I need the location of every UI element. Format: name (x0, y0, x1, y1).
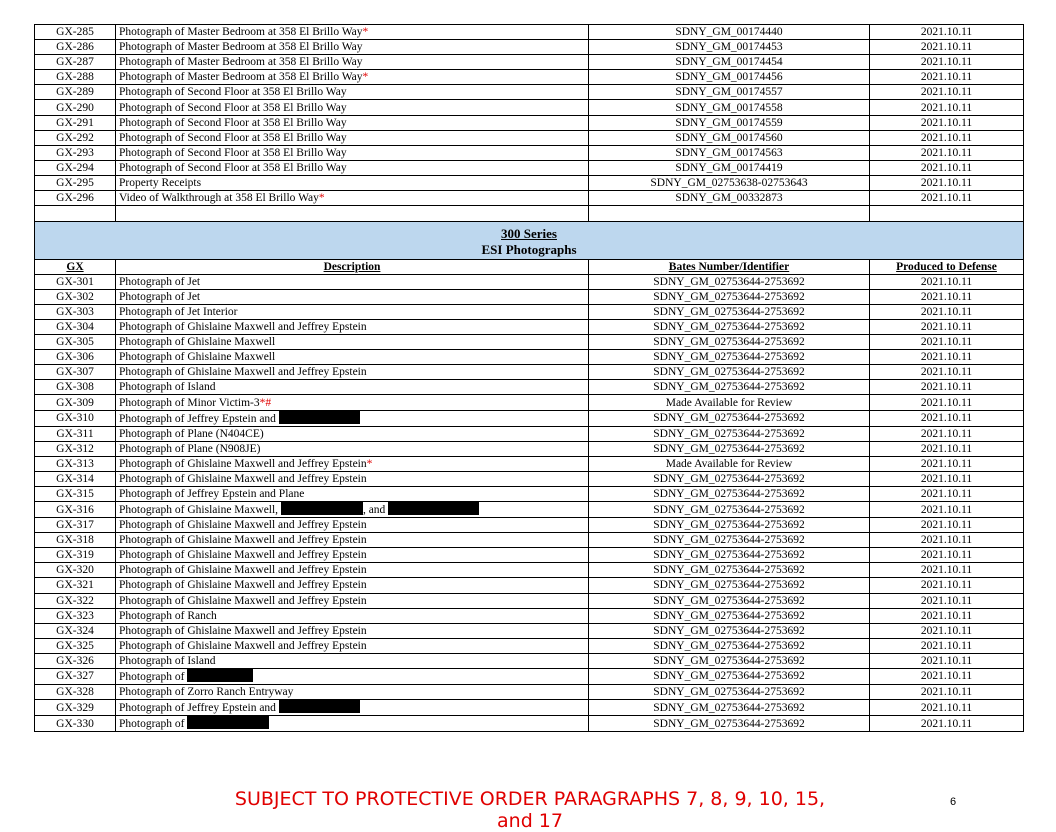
protective-order-notice: SUBJECT TO PROTECTIVE ORDER PARAGRAPHS 7, 8, 9, 10, 15, and 17 (234, 788, 826, 832)
table-row (35, 441, 1024, 456)
asterisk-mark: * (362, 26, 369, 39)
description-text: Photograph of Second Floor at 358 El Brillo Way (119, 161, 347, 174)
bates-number: SDNY_GM_00174419 (589, 160, 870, 175)
exhibit-number: GX-323 (35, 608, 116, 623)
redaction-bar (187, 716, 269, 729)
bates-number: SDNY_GM_00174557 (589, 85, 870, 100)
description-text: Photograph of Ghislaine Maxwell (119, 336, 276, 349)
bates-number: SDNY_GM_02753644-2753692 (589, 608, 870, 623)
table-row (35, 653, 1024, 668)
bates-number: SDNY_GM_02753644-2753692 (589, 365, 870, 380)
exhibit-description (116, 175, 589, 190)
produced-date: 2021.10.11 (870, 55, 1024, 70)
produced-date: 2021.10.11 (870, 130, 1024, 145)
description-text: Photograph of Ranch (119, 609, 217, 622)
produced-date: 2021.10.11 (870, 533, 1024, 548)
exhibit-description (116, 289, 589, 304)
bates-number: SDNY_GM_02753644-2753692 (589, 289, 870, 304)
col-header-gx: GX (35, 259, 116, 274)
produced-date: 2021.10.11 (870, 518, 1024, 533)
description-text: Photograph of Master Bedroom at 358 El Brillo Way (119, 26, 363, 39)
bates-number: SDNY_GM_00174453 (589, 40, 870, 55)
table-row (35, 456, 1024, 471)
description-text: Photograph of Plane (N908JE) (119, 442, 261, 455)
table-row (35, 608, 1024, 623)
bates-number: SDNY_GM_00174456 (589, 70, 870, 85)
exhibit-number: GX-311 (35, 426, 116, 441)
exhibit-number: GX-330 (35, 716, 116, 732)
produced-date: 2021.10.11 (870, 456, 1024, 471)
exhibit-number: GX-309 (35, 395, 116, 410)
exhibit-number: GX-310 (35, 410, 116, 426)
exhibit-description (116, 578, 589, 593)
description-text: Photograph of Island (119, 381, 216, 394)
exhibit-description (116, 55, 589, 70)
produced-date: 2021.10.11 (870, 115, 1024, 130)
exhibit-description (116, 335, 589, 350)
exhibit-description (116, 160, 589, 175)
redaction-bar (281, 502, 363, 515)
bates-number: SDNY_GM_00174440 (589, 25, 870, 40)
produced-date: 2021.10.11 (870, 578, 1024, 593)
exhibit-description (116, 100, 589, 115)
table-row (35, 700, 1024, 716)
exhibit-description (116, 638, 589, 653)
exhibit-number: GX-326 (35, 653, 116, 668)
table-row (35, 304, 1024, 319)
produced-date: 2021.10.11 (870, 638, 1024, 653)
exhibit-rows-300-series (35, 274, 1024, 731)
table-row (35, 320, 1024, 335)
bates-number: SDNY_GM_02753644-2753692 (589, 593, 870, 608)
description-text: Photograph of Ghislaine Maxwell and Jeffrey Epstein (119, 321, 367, 334)
exhibit-number: GX-314 (35, 471, 116, 486)
produced-date: 2021.10.11 (870, 653, 1024, 668)
exhibit-number: GX-293 (35, 145, 116, 160)
exhibit-number: GX-315 (35, 486, 116, 501)
table-row (35, 716, 1024, 732)
exhibit-number: GX-322 (35, 593, 116, 608)
bates-number: SDNY_GM_02753644-2753692 (589, 410, 870, 426)
table-row (35, 548, 1024, 563)
description-text: Photograph of Ghislaine Maxwell and Jeffrey Epstein (119, 564, 367, 577)
table-row (35, 563, 1024, 578)
description-text: Photograph of Ghislaine Maxwell and Jeffrey Epstein (119, 579, 367, 592)
table-row (35, 471, 1024, 486)
bates-number: SDNY_GM_02753644-2753692 (589, 638, 870, 653)
col-header-bates: Bates Number/Identifier (589, 259, 870, 274)
description-text: Photograph of Ghislaine Maxwell and Jeffrey Epstein (119, 366, 367, 379)
exhibit-description (116, 716, 589, 732)
produced-date: 2021.10.11 (870, 410, 1024, 426)
produced-date: 2021.10.11 (870, 486, 1024, 501)
exhibit-number: GX-320 (35, 563, 116, 578)
exhibit-number: GX-327 (35, 668, 116, 684)
table-row (35, 518, 1024, 533)
description-text: Photograph of Jet (119, 290, 201, 303)
exhibit-number: GX-286 (35, 40, 116, 55)
produced-date: 2021.10.11 (870, 441, 1024, 456)
table-row (35, 410, 1024, 426)
exhibit-number: GX-303 (35, 304, 116, 319)
bates-number: Made Available for Review (589, 395, 870, 410)
exhibit-number: GX-289 (35, 85, 116, 100)
table-row (35, 55, 1024, 70)
asterisk-mark: * (366, 457, 373, 470)
asterisk-mark: * (318, 192, 325, 205)
table-row (35, 593, 1024, 608)
table-row (35, 145, 1024, 160)
description-text: Photograph of Ghislaine Maxwell and Jeffrey Epstein (119, 457, 367, 470)
exhibit-number: GX-296 (35, 191, 116, 206)
bates-number: SDNY_GM_02753644-2753692 (589, 320, 870, 335)
bates-number: SDNY_GM_02753644-2753692 (589, 653, 870, 668)
description-text: Video of Walkthrough at 358 El Brillo Way (119, 192, 319, 205)
produced-date: 2021.10.11 (870, 365, 1024, 380)
bates-number: SDNY_GM_02753644-2753692 (589, 668, 870, 684)
exhibit-description (116, 563, 589, 578)
exhibit-number: GX-306 (35, 350, 116, 365)
description-text: Photograph of (119, 670, 188, 683)
exhibit-table (34, 24, 1024, 732)
table-row (35, 365, 1024, 380)
col-header-produced: Produced to Defense (870, 259, 1024, 274)
exhibit-description (116, 608, 589, 623)
bates-number: SDNY_GM_02753644-2753692 (589, 274, 870, 289)
section-title-cell (35, 221, 1024, 259)
exhibit-number: GX-291 (35, 115, 116, 130)
exhibit-description (116, 395, 589, 410)
table-row (35, 638, 1024, 653)
col-header-description: Description (116, 259, 589, 274)
exhibit-description (116, 274, 589, 289)
bates-number: SDNY_GM_00174454 (589, 55, 870, 70)
table-row (35, 395, 1024, 410)
produced-date: 2021.10.11 (870, 471, 1024, 486)
produced-date: 2021.10.11 (870, 175, 1024, 190)
redaction-bar (279, 700, 360, 713)
exhibit-description (116, 486, 589, 501)
produced-date: 2021.10.11 (870, 160, 1024, 175)
exhibit-description (116, 502, 589, 518)
bates-number: SDNY_GM_02753644-2753692 (589, 350, 870, 365)
exhibit-description (116, 130, 589, 145)
description-text: Photograph of (119, 718, 188, 731)
produced-date: 2021.10.11 (870, 716, 1024, 732)
exhibit-number: GX-307 (35, 365, 116, 380)
exhibit-description (116, 456, 589, 471)
description-text: Photograph of Second Floor at 358 El Brillo Way (119, 86, 347, 99)
bates-number: SDNY_GM_02753644-2753692 (589, 304, 870, 319)
description-text: Photograph of Zorro Ranch Entryway (119, 686, 294, 699)
table-row (35, 623, 1024, 638)
exhibit-description (116, 471, 589, 486)
redaction-bar (279, 411, 360, 424)
bates-number: SDNY_GM_02753644-2753692 (589, 518, 870, 533)
section-name: 300 Series (501, 225, 557, 241)
description-text: Photograph of Ghislaine Maxwell and Jeffrey Epstein (119, 639, 367, 652)
exhibit-description (116, 365, 589, 380)
asterisk-mark: * (362, 71, 369, 84)
exhibit-description (116, 426, 589, 441)
description-text: Photograph of Ghislaine Maxwell (119, 351, 276, 364)
exhibit-number: GX-308 (35, 380, 116, 395)
exhibit-description (116, 115, 589, 130)
table-row (35, 70, 1024, 85)
bates-number: SDNY_GM_02753644-2753692 (589, 578, 870, 593)
table-row (35, 380, 1024, 395)
description-text: Photograph of Ghislaine Maxwell and Jeffrey Epstein (119, 594, 367, 607)
produced-date: 2021.10.11 (870, 320, 1024, 335)
exhibit-number: GX-328 (35, 684, 116, 699)
description-text: Photograph of Ghislaine Maxwell and Jeffrey Epstein (119, 624, 367, 637)
exhibit-number: GX-304 (35, 320, 116, 335)
exhibit-description (116, 684, 589, 699)
description-text: Photograph of Jeffrey Epstein and (119, 412, 279, 425)
exhibit-number: GX-316 (35, 502, 116, 518)
redaction-bar (388, 502, 479, 515)
produced-date: 2021.10.11 (870, 593, 1024, 608)
exhibit-description (116, 623, 589, 638)
description-text: Photograph of Master Bedroom at 358 El Brillo Way (119, 56, 363, 69)
table-row (35, 25, 1024, 40)
produced-date: 2021.10.11 (870, 623, 1024, 638)
bates-number: SDNY_GM_02753644-2753692 (589, 335, 870, 350)
table-row (35, 274, 1024, 289)
section-header-block (35, 206, 1024, 275)
exhibit-number: GX-290 (35, 100, 116, 115)
produced-date: 2021.10.11 (870, 145, 1024, 160)
exhibit-description (116, 350, 589, 365)
produced-date: 2021.10.11 (870, 25, 1024, 40)
description-text: Photograph of Master Bedroom at 358 El Brillo Way (119, 71, 363, 84)
bates-number: SDNY_GM_02753644-2753692 (589, 548, 870, 563)
asterisk-mark: *# (259, 396, 272, 409)
exhibit-number: GX-288 (35, 70, 116, 85)
exhibit-number: GX-318 (35, 533, 116, 548)
exhibit-list-document (34, 24, 1023, 732)
table-row (35, 130, 1024, 145)
description-text: Photograph of Jet (119, 275, 201, 288)
produced-date: 2021.10.11 (870, 350, 1024, 365)
table-row (35, 335, 1024, 350)
redaction-bar (187, 669, 253, 682)
exhibit-description (116, 410, 589, 426)
exhibit-number: GX-294 (35, 160, 116, 175)
description-text: Photograph of Ghislaine Maxwell and Jeffrey Epstein (119, 534, 367, 547)
table-row (35, 85, 1024, 100)
description-text: Photograph of Ghislaine Maxwell and Jeffrey Epstein (119, 519, 367, 532)
produced-date: 2021.10.11 (870, 395, 1024, 410)
bates-number: SDNY_GM_02753644-2753692 (589, 533, 870, 548)
exhibit-description (116, 320, 589, 335)
description-text: Photograph of Jet Interior (119, 305, 238, 318)
bates-number: SDNY_GM_02753644-2753692 (589, 684, 870, 699)
table-row (35, 40, 1024, 55)
description-text: Photograph of Jeffrey Epstein and (119, 702, 279, 715)
exhibit-rows-200-series (35, 25, 1024, 206)
bates-number: SDNY_GM_02753644-2753692 (589, 380, 870, 395)
exhibit-number: GX-301 (35, 274, 116, 289)
exhibit-number: GX-321 (35, 578, 116, 593)
bates-number: SDNY_GM_00332873 (589, 191, 870, 206)
exhibit-description (116, 668, 589, 684)
table-row (35, 426, 1024, 441)
bates-number: SDNY_GM_02753644-2753692 (589, 426, 870, 441)
exhibit-number: GX-324 (35, 623, 116, 638)
table-row (35, 350, 1024, 365)
exhibit-number: GX-312 (35, 441, 116, 456)
produced-date: 2021.10.11 (870, 335, 1024, 350)
produced-date: 2021.10.11 (870, 100, 1024, 115)
exhibit-number: GX-285 (35, 25, 116, 40)
table-row (35, 486, 1024, 501)
produced-date: 2021.10.11 (870, 191, 1024, 206)
bates-number: SDNY_GM_02753638-02753643 (589, 175, 870, 190)
page-footer (0, 788, 1056, 832)
table-row (35, 160, 1024, 175)
produced-date: 2021.10.11 (870, 85, 1024, 100)
exhibit-description (116, 304, 589, 319)
description-text: Photograph of Plane (N404CE) (119, 427, 264, 440)
description-text: Property Receipts (119, 176, 202, 189)
table-row (35, 684, 1024, 699)
exhibit-description (116, 25, 589, 40)
table-row (35, 191, 1024, 206)
exhibit-description (116, 441, 589, 456)
table-row (35, 578, 1024, 593)
exhibit-description (116, 700, 589, 716)
bates-number: SDNY_GM_02753644-2753692 (589, 471, 870, 486)
produced-date: 2021.10.11 (870, 608, 1024, 623)
exhibit-number: GX-302 (35, 289, 116, 304)
bates-number: SDNY_GM_00174558 (589, 100, 870, 115)
exhibit-number: GX-317 (35, 518, 116, 533)
produced-date: 2021.10.11 (870, 684, 1024, 699)
exhibit-description (116, 191, 589, 206)
produced-date: 2021.10.11 (870, 304, 1024, 319)
exhibit-description (116, 85, 589, 100)
produced-date: 2021.10.11 (870, 668, 1024, 684)
table-row (35, 502, 1024, 518)
exhibit-description (116, 593, 589, 608)
produced-date: 2021.10.11 (870, 70, 1024, 85)
exhibit-number: GX-295 (35, 175, 116, 190)
page-number: 6 (950, 796, 957, 808)
bates-number: SDNY_GM_00174559 (589, 115, 870, 130)
produced-date: 2021.10.11 (870, 426, 1024, 441)
produced-date: 2021.10.11 (870, 548, 1024, 563)
description-text: , and (362, 504, 389, 517)
description-text: Photograph of Second Floor at 358 El Brillo Way (119, 146, 347, 159)
exhibit-number: GX-292 (35, 130, 116, 145)
exhibit-description (116, 40, 589, 55)
table-row (35, 100, 1024, 115)
table-row (35, 289, 1024, 304)
description-text: Photograph of Master Bedroom at 358 El Brillo Way (119, 41, 363, 54)
description-text: Photograph of Ghislaine Maxwell, (119, 504, 281, 517)
description-text: Photograph of Second Floor at 358 El Brillo Way (119, 101, 347, 114)
exhibit-description (116, 653, 589, 668)
exhibit-number: GX-313 (35, 456, 116, 471)
exhibit-description (116, 70, 589, 85)
produced-date: 2021.10.11 (870, 40, 1024, 55)
bates-number: Made Available for Review (589, 456, 870, 471)
exhibit-description (116, 548, 589, 563)
exhibit-number: GX-287 (35, 55, 116, 70)
exhibit-number: GX-319 (35, 548, 116, 563)
produced-date: 2021.10.11 (870, 274, 1024, 289)
exhibit-description (116, 533, 589, 548)
section-title-row (35, 221, 1024, 259)
exhibit-description (116, 518, 589, 533)
produced-date: 2021.10.11 (870, 563, 1024, 578)
description-text: Photograph of Island (119, 654, 216, 667)
bates-number: SDNY_GM_00174560 (589, 130, 870, 145)
produced-date: 2021.10.11 (870, 502, 1024, 518)
exhibit-description (116, 145, 589, 160)
table-row (35, 175, 1024, 190)
description-text: Photograph of Ghislaine Maxwell and Jeffrey Epstein (119, 472, 367, 485)
table-row (35, 668, 1024, 684)
bates-number: SDNY_GM_00174563 (589, 145, 870, 160)
bates-number: SDNY_GM_02753644-2753692 (589, 563, 870, 578)
column-header-row (35, 259, 1024, 274)
description-text: Photograph of Minor Victim-3 (119, 396, 260, 409)
produced-date: 2021.10.11 (870, 380, 1024, 395)
description-text: Photograph of Jeffrey Epstein and Plane (119, 487, 305, 500)
bates-number: SDNY_GM_02753644-2753692 (589, 623, 870, 638)
produced-date: 2021.10.11 (870, 700, 1024, 716)
bates-number: SDNY_GM_02753644-2753692 (589, 502, 870, 518)
exhibit-number: GX-329 (35, 700, 116, 716)
table-row (35, 115, 1024, 130)
spacer-row (35, 206, 1024, 222)
bates-number: SDNY_GM_02753644-2753692 (589, 441, 870, 456)
description-text: Photograph of Second Floor at 358 El Brillo Way (119, 116, 347, 129)
exhibit-number: GX-325 (35, 638, 116, 653)
exhibit-number: GX-305 (35, 335, 116, 350)
table-row (35, 533, 1024, 548)
section-subtitle: ESI Photographs (481, 241, 577, 257)
exhibit-description (116, 380, 589, 395)
bates-number: SDNY_GM_02753644-2753692 (589, 716, 870, 732)
description-text: Photograph of Ghislaine Maxwell and Jeffrey Epstein (119, 549, 367, 562)
produced-date: 2021.10.11 (870, 289, 1024, 304)
bates-number: SDNY_GM_02753644-2753692 (589, 486, 870, 501)
bates-number: SDNY_GM_02753644-2753692 (589, 700, 870, 716)
description-text: Photograph of Second Floor at 358 El Brillo Way (119, 131, 347, 144)
